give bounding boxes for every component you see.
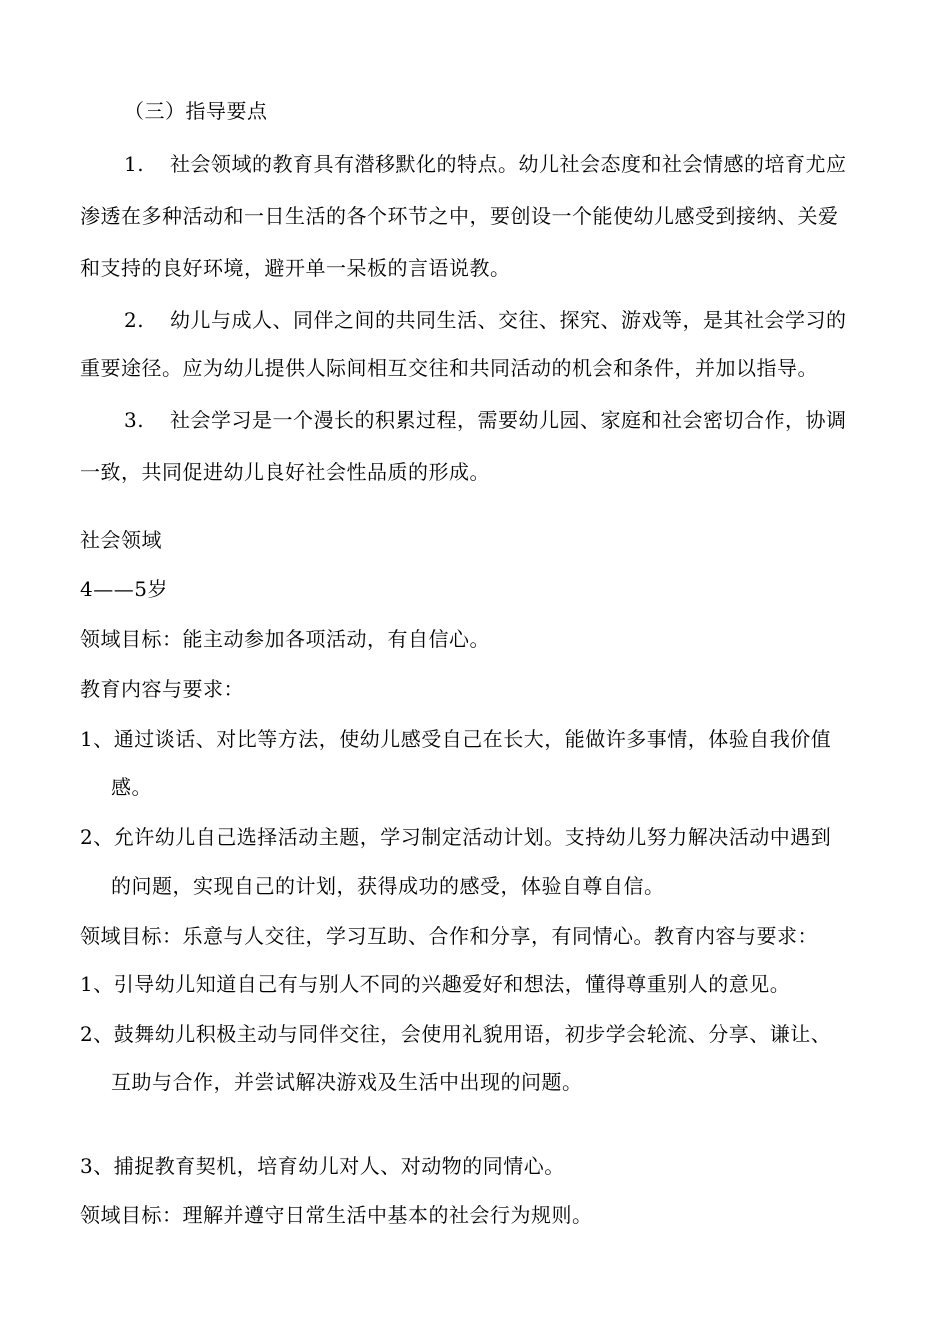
item-1-2-first-line: 2、允许幼儿自己选择活动主题，学习制定活动计划。支持幼儿努力解决活动中遇到	[80, 825, 832, 849]
guidance-3-second-line: 一致，共同促进幼儿良好社会性品质的形成。	[80, 460, 490, 484]
section-heading: （三）指导要点	[124, 99, 268, 123]
goal-2: 领域目标：乐意与人交往，学习互助、合作和分享，有同情心。教育内容与要求：	[80, 924, 818, 948]
guidance-2-second-line: 重要途径。应为幼儿提供人际间相互交往和共同活动的机会和条件，并加以指导。	[80, 356, 818, 380]
guidance-3-number: 3.	[124, 408, 145, 432]
guidance-2-text: 幼儿与成人、同伴之间的共同生活、交往、探究、游戏等，是其社会学习的	[170, 308, 847, 332]
age-range: 4——5岁	[80, 577, 168, 601]
guidance-1-text: 社会领域的教育具有潜移默化的特点。幼儿社会态度和社会情感的培育尤应	[170, 152, 847, 176]
goal-3: 领域目标：理解并遵守日常生活中基本的社会行为规则。	[80, 1203, 593, 1227]
guidance-1-first-line	[124, 152, 847, 176]
guidance-2-number: 2.	[124, 308, 145, 332]
guidance-1-third-line: 和支持的良好环境，避开单一呆板的言语说教。	[80, 256, 511, 280]
guidance-3-text: 社会学习是一个漫长的积累过程，需要幼儿园、家庭和社会密切合作，协调	[170, 408, 847, 432]
guidance-2-first-line	[124, 308, 847, 332]
guidance-1-second-line: 渗透在多种活动和一日生活的各个环节之中，要创设一个能使幼儿感受到接纳、关爱	[80, 204, 839, 228]
item-2-3: 3、捕捉教育契机，培育幼儿对人、对动物的同情心。	[80, 1154, 565, 1178]
item-2-2-second-line: 互助与合作，并尝试解决游戏及生活中出现的问题。	[111, 1070, 583, 1094]
item-1-2-second-line: 的问题，实现自己的计划，获得成功的感受，体验自尊自信。	[111, 874, 665, 898]
guidance-3-first-line	[124, 408, 847, 432]
domain-title: 社会领域	[80, 528, 162, 552]
item-2-1: 1、引导幼儿知道自己有与别人不同的兴趣爱好和想法，懂得尊重别人的意见。	[80, 972, 791, 996]
guidance-1-number: 1.	[124, 152, 145, 176]
item-1-1-second-line: 感。	[111, 775, 152, 799]
item-1-1-first-line: 1、通过谈话、对比等方法，使幼儿感受自己在长大，能做许多事情，体验自我价值	[80, 727, 832, 751]
item-2-2-first-line: 2、鼓舞幼儿积极主动与同伴交往，会使用礼貌用语，初步学会轮流、分享、谦让、	[80, 1022, 832, 1046]
goal-1: 领域目标：能主动参加各项活动，有自信心。	[80, 627, 490, 651]
content-heading-1: 教育内容与要求：	[80, 677, 244, 701]
